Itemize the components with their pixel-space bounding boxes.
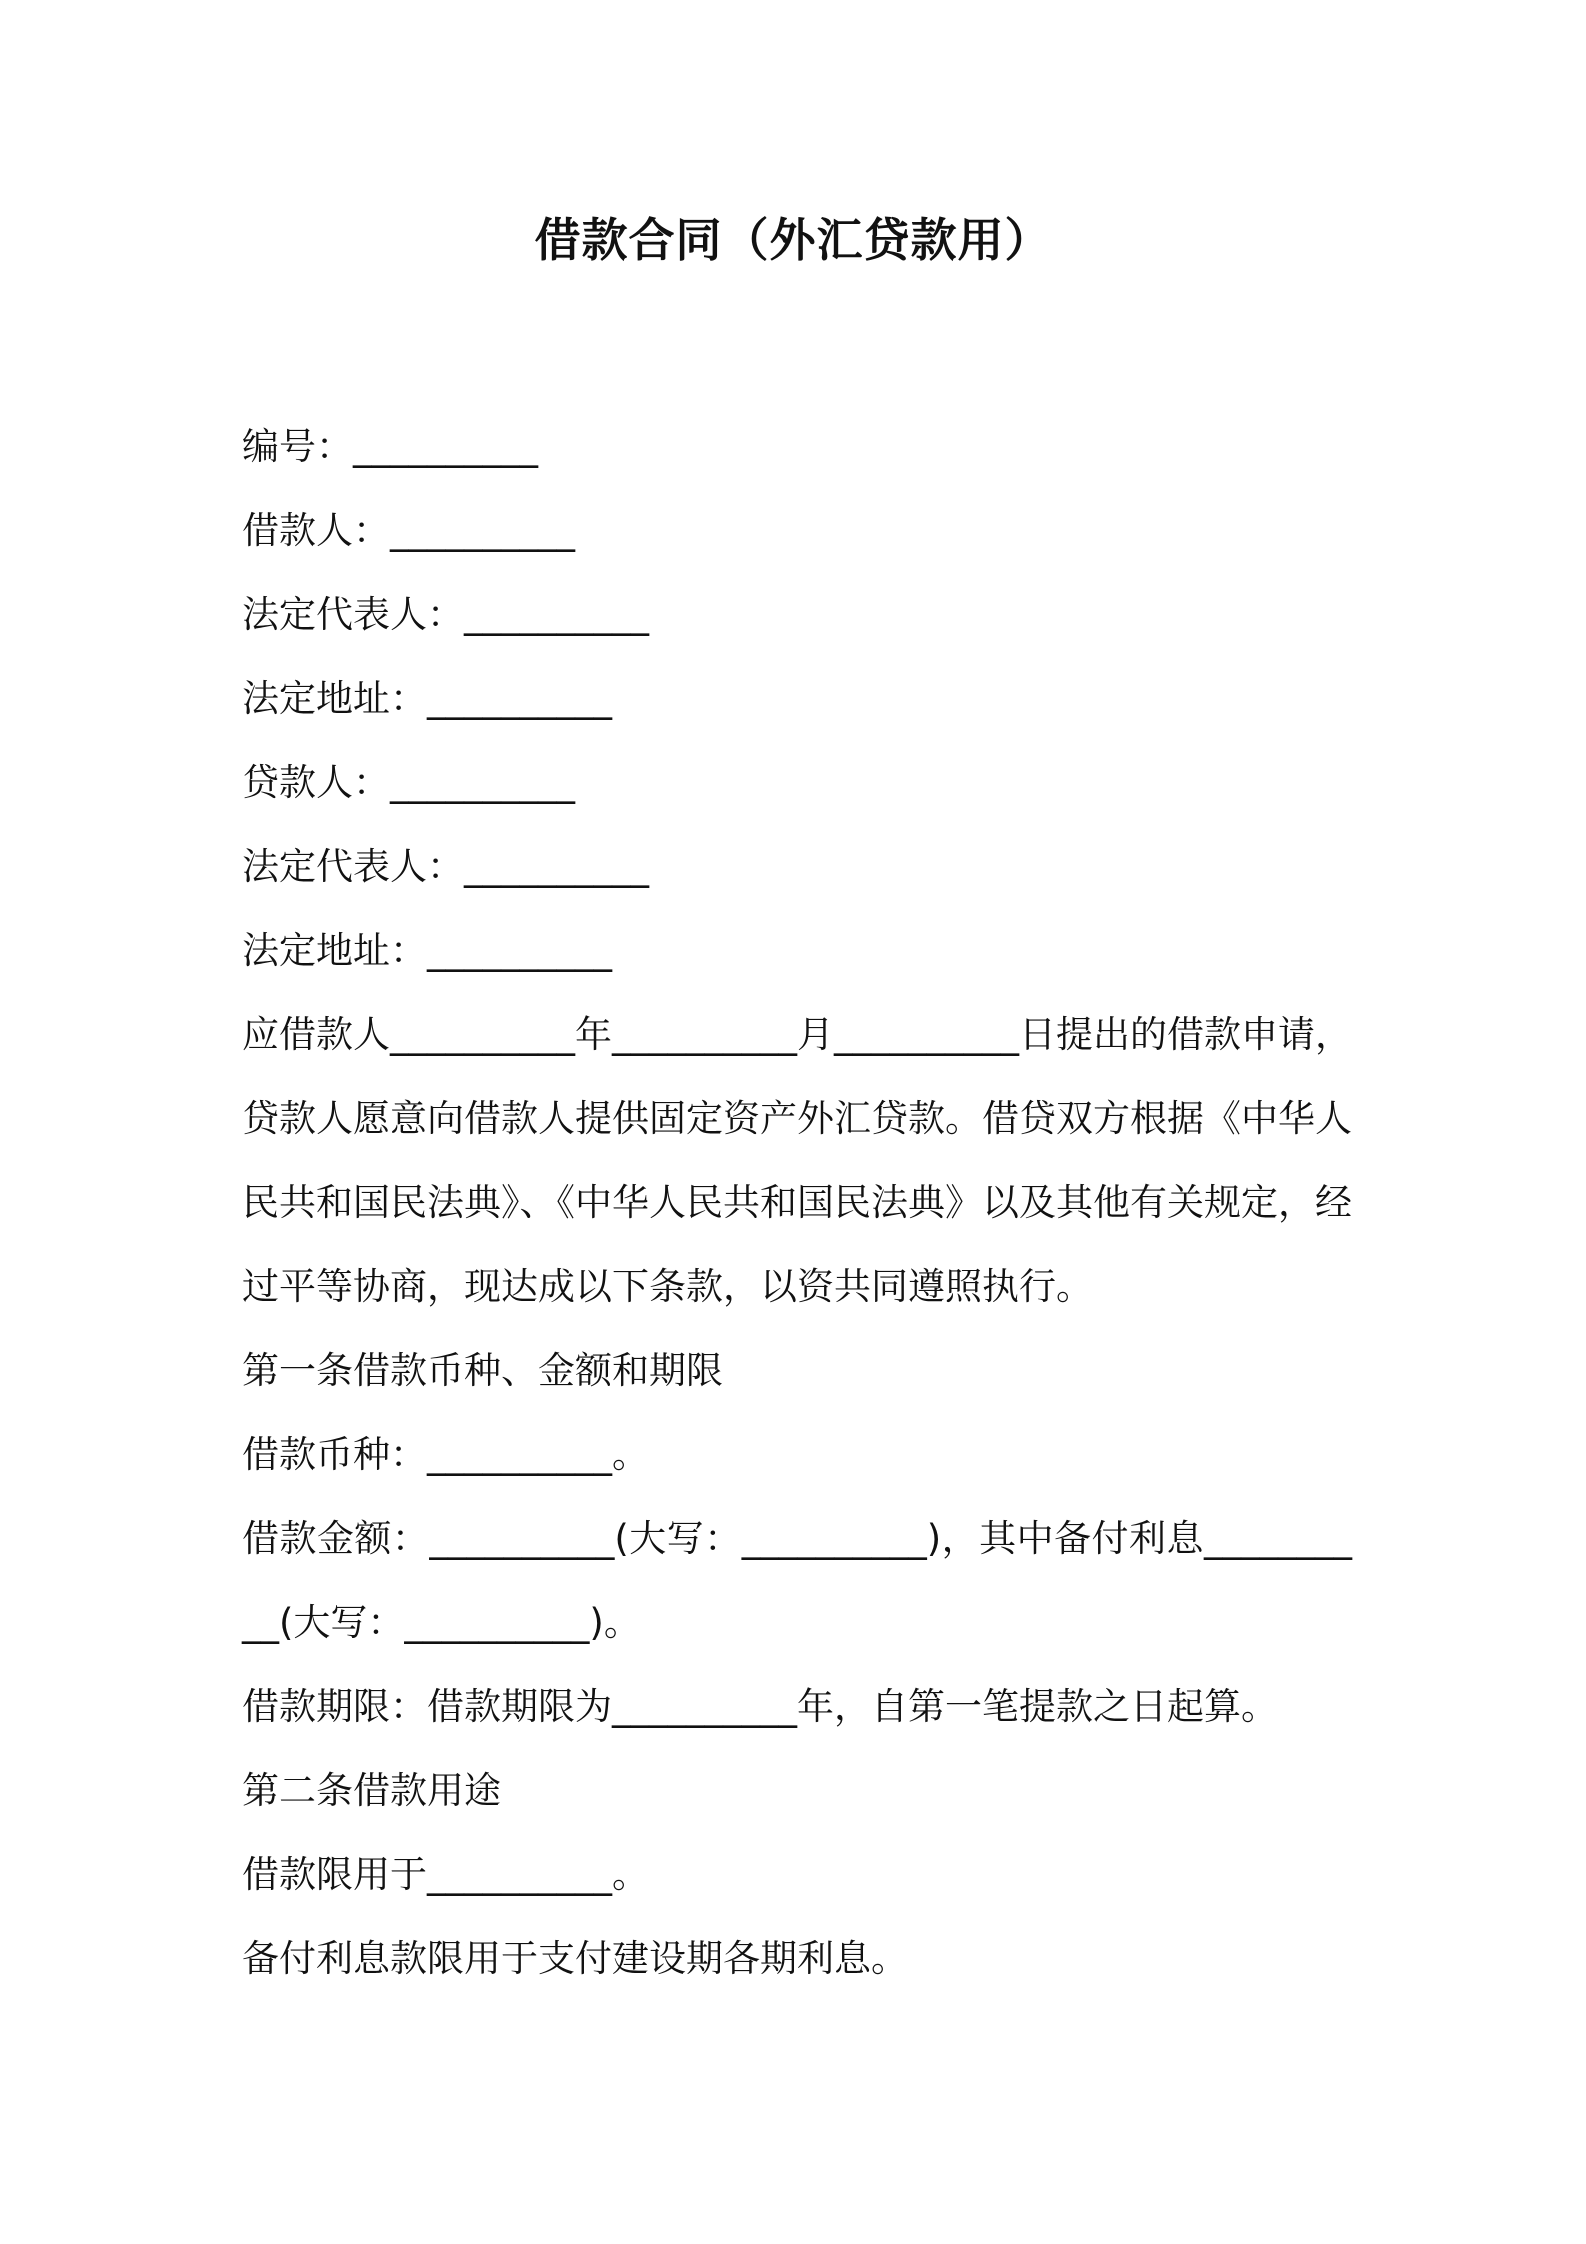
purpose-line: 借款限用于__________。 — [242, 1853, 649, 1896]
lender-line: 贷款人：__________ — [242, 761, 575, 804]
article-1-heading: 第一条借款币种、金额和期限 — [242, 1349, 723, 1392]
intro-paragraph: 应借款人__________年__________月__________日提出的借款申请，贷款人愿意向借款人提供固定资产外汇贷款。借贷双方根据《中华人民共和国民法典》、《中华人民共和国民法典》以及其他有关规定，经过平等协商，现达成以下条款，以资共同遵照执行。 — [242, 1013, 1352, 1308]
borrower-legal-representative-line: 法定代表人：__________ — [242, 593, 649, 636]
term-line: 借款期限：借款期限为__________年，自第一笔提款之日起算。 — [242, 1685, 1278, 1728]
borrower-line: 借款人：__________ — [242, 509, 575, 552]
lender-legal-representative-line: 法定代表人：__________ — [242, 845, 649, 888]
contract-number-line: 编号：__________ — [242, 425, 538, 468]
interest-line: 备付利息款限用于支付建设期各期利息。 — [242, 1937, 908, 1980]
document-title: 借款合同（外汇贷款用） — [534, 213, 1052, 267]
article-2-heading: 第二条借款用途 — [242, 1769, 501, 1812]
amount-paragraph: 借款金额：__________(大写：__________)，其中备付利息__________(大写：__________)。 — [242, 1517, 1352, 1644]
currency-line: 借款币种：__________。 — [242, 1433, 649, 1476]
lender-legal-address-line: 法定地址：__________ — [242, 929, 612, 972]
document-body — [242, 405, 1352, 2001]
borrower-legal-address-line: 法定地址：__________ — [242, 677, 612, 720]
